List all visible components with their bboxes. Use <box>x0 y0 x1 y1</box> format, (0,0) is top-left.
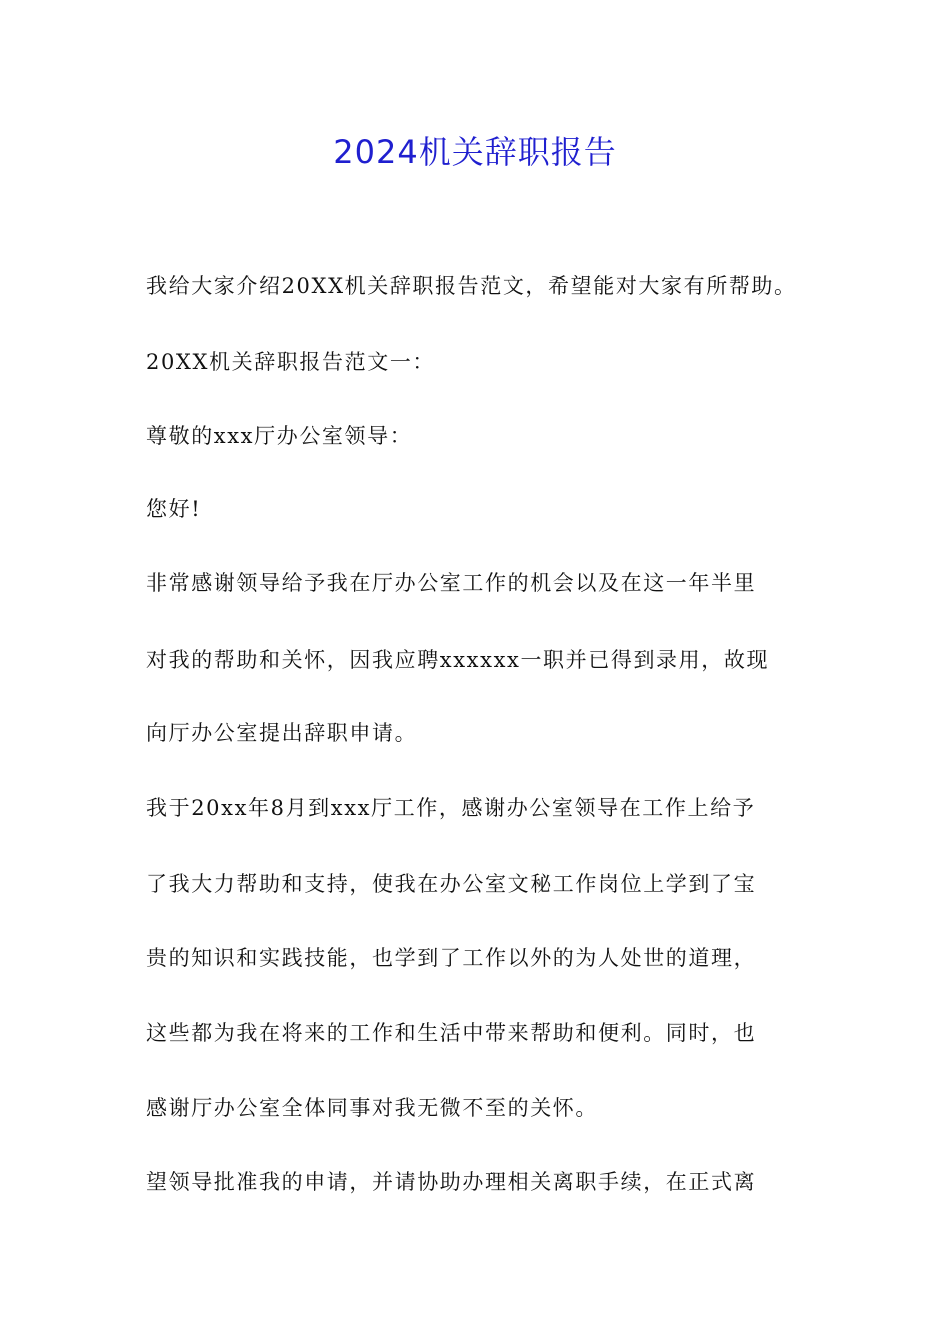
body-line: 这些都为我在将来的工作和生活中带来帮助和便利。同时，也 <box>146 1021 757 1045</box>
body-line: 贵的知识和实践技能，也学到了工作以外的为人处世的道理， <box>146 946 757 970</box>
body-line: 您好! <box>146 497 202 521</box>
document-title: 2024机关辞职报告 <box>333 133 617 171</box>
body-line: 向厅办公室提出辞职申请。 <box>146 721 418 745</box>
body-line: 了我大力帮助和支持，使我在办公室文秘工作岗位上学到了宝 <box>146 872 757 896</box>
body-line: 尊敬的xxx厅办公室领导： <box>146 424 413 448</box>
body-line: 感谢厅办公室全体同事对我无微不至的关怀。 <box>146 1096 598 1120</box>
body-line: 对我的帮助和关怀，因我应聘xxxxxx一职并已得到录用，故现 <box>146 648 770 672</box>
body-line: 我给大家介绍20XX机关辞职报告范文，希望能对大家有所帮助。 <box>146 274 797 298</box>
body-line: 望领导批准我的申请，并请协助办理相关离职手续，在正式离 <box>146 1170 757 1194</box>
body-line: 20XX机关辞职报告范文一： <box>146 350 436 374</box>
body-line: 我于20xx年8月到xxx厅工作，感谢办公室领导在工作上给予 <box>146 796 756 820</box>
body-line: 非常感谢领导给予我在厅办公室工作的机会以及在这一年半里 <box>146 571 757 595</box>
